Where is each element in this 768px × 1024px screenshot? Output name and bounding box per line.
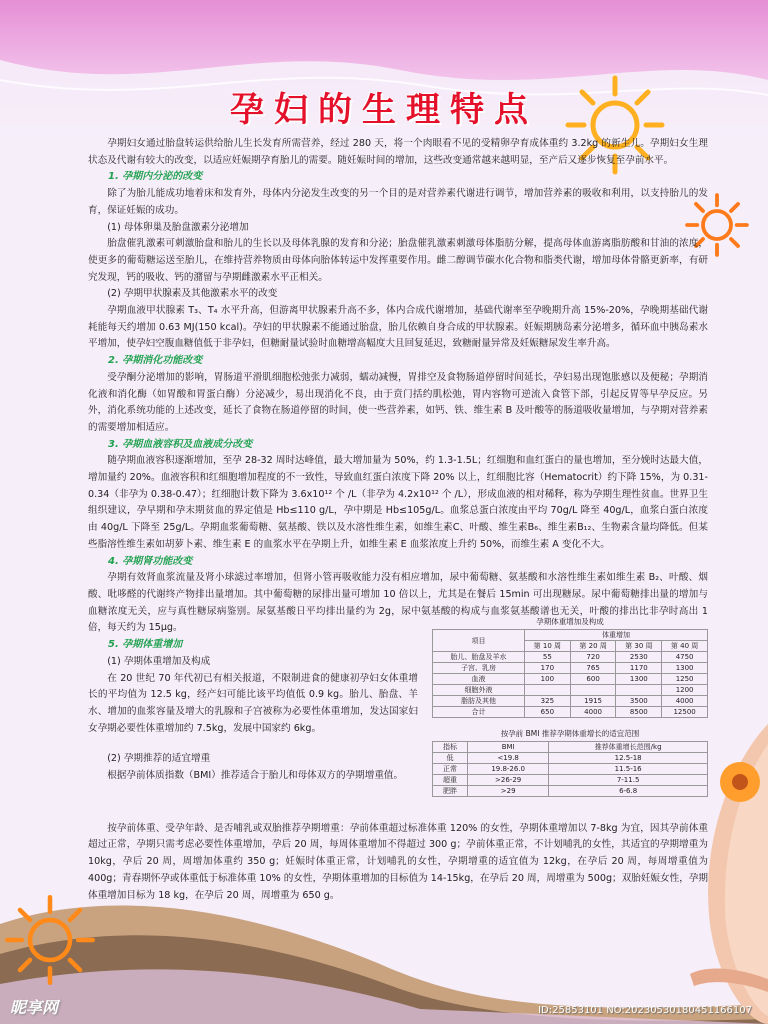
paragraph: 根据孕前体质指数（BMI）推荐适合于胎儿和母体双方的孕期增重值。: [107, 770, 404, 782]
weight-gain-table: [432, 629, 708, 718]
table-cell: 600: [570, 674, 616, 685]
table-row: [433, 696, 708, 707]
table-cell: 7-11.5: [549, 775, 708, 786]
page-title: 孕妇的生理特点: [230, 90, 538, 130]
table-header: 指标: [433, 742, 468, 753]
sub-heading: (2) 孕期甲状腺素及其他激素水平的改变: [107, 288, 278, 300]
section-heading: 5. 孕期体重增加: [108, 639, 183, 651]
table-cell: 650: [524, 707, 570, 718]
table-row: [433, 753, 708, 764]
table-caption: 按孕前 BMI 推荐孕期体重增长的适宜范围: [500, 729, 640, 738]
paragraph: 除了为胎儿能成功地着床和发育外，母体内分泌发生改变的另一个目的是对营养素代谢进行调节，增加营养素的吸收和利用，以支持胎儿的发育，保证妊娠的成功。: [88, 188, 708, 216]
table-header: 第 10 周: [524, 641, 570, 652]
table-row: [433, 775, 708, 786]
table-cell: 肥胖: [433, 786, 468, 797]
table-cell: >26-29: [468, 775, 549, 786]
section-heading: 3. 孕期血液容积及血液成分改变: [108, 438, 253, 450]
table-cell: 子宫、乳房: [433, 663, 525, 674]
table-cell: 720: [570, 652, 616, 663]
table-header: 第 30 周: [616, 641, 662, 652]
section-heading: 1. 孕期内分泌的改变: [108, 171, 203, 183]
watermark-logo: 昵享网: [10, 998, 59, 1017]
bmi-table: [432, 741, 708, 797]
table-header: 第 20 周: [570, 641, 616, 652]
table-header: 推荐体重增长范围/kg: [549, 742, 708, 753]
sub-heading: (1) 母体卵巢及胎盘激素分泌增加: [107, 221, 249, 233]
table-header: 体重增加: [524, 630, 707, 641]
table-cell: [524, 685, 570, 696]
table-cell: 4750: [662, 652, 708, 663]
table-caption: 孕期体重增加及构成: [536, 617, 604, 626]
table-cell: [570, 685, 616, 696]
table-cell: 765: [570, 663, 616, 674]
paragraph: 在 20 世纪 70 年代初已有相关报道，不限制进食的健康初孕妇女体重增长的平均值为 12.5 kg，经产妇可能比该平均值低 0.9 kg。胎儿、胎盘、羊水、增加的血浆容量及增大的乳腺和子宫被称为必要性体重增加，发达国家妇女孕期必要性体重增加约 7.5kg，发展中国家约 6kg。: [88, 672, 418, 734]
table-cell: 2530: [616, 652, 662, 663]
paragraph: 受孕酮分泌增加的影响，胃肠道平滑肌细胞松弛张力减弱，蠕动减慢，胃排空及食物肠道停留时间延长，孕妇易出现饱胀感以及便秘；孕期消化液和消化酶（如胃酸和胃蛋白酶）分泌减少，易出现消化不良，由于贲门括约肌松弛，胃内容物可逆流入食管下部，引起反胃等早孕反应。另外，消化系统功能的上述改变，延长了食物在肠道停留的时间，使一些营养素，如钙、铁、维生素 B 及叶酸等的肠道吸收量增加，与孕期对营养素的需要增加相适应。: [88, 371, 708, 433]
section-heading: 4. 孕期肾功能改变: [108, 555, 193, 567]
table-cell: 11.5-16: [549, 764, 708, 775]
sun-icon-bottom: [0, 890, 100, 990]
table-cell: 1250: [662, 674, 708, 685]
table-cell: 脂肪及其他: [433, 696, 525, 707]
table-cell: 55: [524, 652, 570, 663]
sub-heading: (1) 孕期体重增加及构成: [107, 655, 211, 667]
table-cell: 6-6.8: [549, 786, 708, 797]
table-header: 项目: [433, 630, 525, 652]
table-cell: 合计: [433, 707, 525, 718]
table-row: [433, 786, 708, 797]
table-cell: 超重: [433, 775, 468, 786]
table-cell: 8500: [616, 707, 662, 718]
image-id-label: ID:25853101 NO:20230530180451166107: [538, 1005, 752, 1016]
table-cell: 12500: [662, 707, 708, 718]
table-cell: 1300: [662, 663, 708, 674]
table-cell: 170: [524, 663, 570, 674]
table-header: 第 40 周: [662, 641, 708, 652]
sub-heading: (2) 孕期推荐的适宜增重: [107, 753, 211, 765]
table-cell: 3500: [616, 696, 662, 707]
paragraph: 胎盘催乳激素可刺激胎盘和胎儿的生长以及母体乳腺的发育和分泌；胎盘催乳激素刺激母体脂肪分解，提高母体血游离脂肪酸和甘油的浓度，使更多的葡萄糖运送至胎儿，在维持营养物质由母体向胎体转运中发挥重要作用。雌二醇调节碳水化合物和脂类代谢，增加母体骨骼更新率，有研究发现，钙的吸收、钙的潴留与孕期雌激素水平正相关。: [88, 238, 708, 283]
table-cell: 12.5-18: [549, 753, 708, 764]
table-row: [433, 674, 708, 685]
table-header: BMI: [468, 742, 549, 753]
table-row: [433, 685, 708, 696]
table-cell: [616, 685, 662, 696]
table-cell: 胎儿、胎盘及羊水: [433, 652, 525, 663]
table-cell: 4000: [662, 696, 708, 707]
table-cell: 低: [433, 753, 468, 764]
table-cell: 1200: [662, 685, 708, 696]
paragraph: 随孕期血液容积逐渐增加，至孕 28-32 周时达峰值，最大增加量为 50%，约 1.3-1.5L；红细胞和血红蛋白的量也增加，至分娩时达最大值，增加量约 20%。血液容积和红细胞增加程度的不一致性，导致血红蛋白浓度下降 20% 以上，红细胞比容（Hematocrit）约下降 15%，为 0.31-0.34（非孕为 0.38-0.47）；红细胞计数下降为 3.6x10¹² 个 /L（非孕为 4.2x10¹² 个 /L），形成血液的相对稀释，称为孕期生理性贫血。世界卫生组织建议，孕早期和孕末期贫血的界定值是 Hb≤110 g/L，孕中期是 Hb≤105g/L。血浆总蛋白浓度由平均 70g/L 降至 40g/L，血浆白蛋白浓度由 40g/L 下降至 25g/L。孕期血浆葡萄糖、氨基酸、铁以及水溶性维生素，如维生素C、叶酸、维生素B₆、维生素B₁₂、生物素含量均降低。但某些脂溶性维生素如胡萝卜素、维生素 E 的血浆水平在孕期上升，如维生素 E 血浆浓度上升约 50%，而维生素 A 变化不大。: [88, 455, 708, 550]
table-cell: 正常: [433, 764, 468, 775]
weight-gain-tables: [432, 614, 708, 797]
table-cell: 1915: [570, 696, 616, 707]
table-cell: <19.8: [468, 753, 549, 764]
table-cell: 血液: [433, 674, 525, 685]
paragraph: 按孕前体重、受孕年龄、是否哺乳或双胎推荐孕期增重：孕前体重超过标准体重 120% 的女性，孕期体重增加以 7-8kg 为宜，因其孕前体重超过正常，孕期只需考虑必要性体重增加，孕后 20 周，每周体重增加不得超过 300 g；孕前体重正常，不计划哺乳的女性，其适宜的孕期增重为 10kg，孕后 20 周，周增加体重约 350 g；妊娠时体重正常，计划哺乳的女性，孕期增重的适宜值为 12kg，在孕后 20 周，每周增重值为 400g；青春期怀孕或体重低于标准体重 10% 的女性，孕期体重增加的目标值为 14-15kg，在孕后 20 周，周增重为 500g；双胎妊娠女性，孕期体重增加目标为 18 kg，在孕后 20 周，周增重为 650 g。: [88, 822, 708, 901]
section-heading: 2. 孕期消化功能改变: [108, 355, 203, 367]
intro-paragraph: 孕期妇女通过胎盘转运供给胎儿生长发育所需营养，经过 280 天，将一个肉眼看不见的受精卵孕育成体重约 3.2kg 的新生儿。孕期妇女生理状态及代谢有较大的改变，以适应妊娠期孕育胎儿的需要。随妊娠时间的增加，这些改变通常越来越明显，至产后又逐步恢复至孕前水平。: [88, 138, 708, 166]
table-row: [433, 707, 708, 718]
table-cell: 1300: [616, 674, 662, 685]
table-cell: 19.8-26.0: [468, 764, 549, 775]
table-cell: 325: [524, 696, 570, 707]
table-cell: 细胞外液: [433, 685, 525, 696]
table-cell: >29: [468, 786, 549, 797]
table-row: [433, 764, 708, 775]
table-cell: 1170: [616, 663, 662, 674]
table-row: [433, 652, 708, 663]
table-row: [433, 663, 708, 674]
table-cell: 100: [524, 674, 570, 685]
paragraph: 孕期血液甲状腺素 T₃、T₄ 水平升高，但游离甲状腺素升高不多，体内合成代谢增加，基础代谢率至孕晚期升高 15%-20%，孕晚期基础代谢耗能每天约增加 0.63 MJ(150 kcal)。孕妇的甲状腺素不能通过胎盘，胎儿依赖自身合成的甲状腺素。妊娠期胰岛素分泌增多，循环血中胰岛素水平增加，使孕妇空腹血糖值低于非孕妇，但糖耐量试验时血糖增高幅度大且回复延迟，致糖耐量异常及妊娠糖尿发生率升高。: [88, 305, 708, 350]
paragraph: 孕期有效肾血浆流量及肾小球滤过率增加，但肾小管再吸收能力没有相应增加，尿中葡萄糖、氨基酸和水溶性维生素如维生素 B₂、叶酸、烟酸、吡哆醛的代谢终产物排出量增加。其中葡萄糖的尿排出量可增加 10 倍以上，尤其是在餐后 15min 可出现糖尿。尿中葡萄糖排出量的增加与血糖浓度无关，应与真性糖尿病鉴别。尿氨基酸日平均排出量约为 2g，尿中氨基酸的构成与血浆氨基酸谱也无关，叶酸的排出比非孕时高出 1 倍，每天约为 15μg。: [88, 572, 708, 634]
table-cell: 4000: [570, 707, 616, 718]
